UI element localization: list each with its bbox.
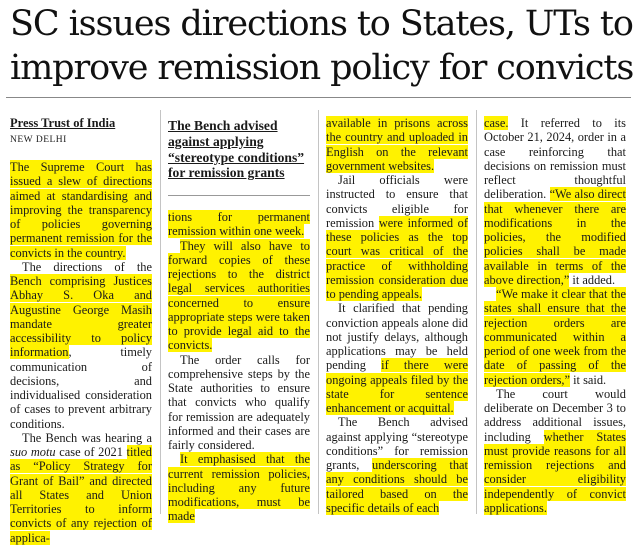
text-segment: The Bench was hearing a bbox=[22, 430, 152, 445]
highlighted-text: They will also have to forward copies of these rejections to the district legal services authorities concerned to ensure appropriate steps were taken to provide legal aid to the convicts. bbox=[168, 238, 310, 353]
pull-quote: The Bench advised against applying “stereotype conditions” for remission grants bbox=[168, 118, 305, 181]
highlighted-text: Bench comprising Justices Abhay S. Oka and Augustine George Masih mandate greater accessibility to policy information bbox=[10, 274, 152, 360]
headline bbox=[10, 2, 634, 90]
paragraph bbox=[484, 116, 626, 287]
text-segment: it said. bbox=[570, 372, 607, 387]
paragraph bbox=[326, 173, 468, 301]
highlighted-text: whether States must provide reasons for all remission rejections and consider eligibility independently of convict applications. bbox=[484, 429, 626, 515]
headline-line-1: SC issues directions to States, UTs to bbox=[10, 4, 633, 44]
highlighted-text: “We also direct that whenever there are modifications in the policies, the modified policies shall be made available in terms of the above direction,” bbox=[484, 187, 626, 287]
text-segment: , timely communication of decisions, and individualised consideration of cases to prevent arbitrary conditions. bbox=[10, 345, 152, 431]
dateline: NEW DELHI bbox=[10, 135, 67, 145]
paragraph bbox=[326, 301, 468, 415]
highlighted-text: underscoring that any conditions should be tailored based on the specific details of each bbox=[326, 458, 468, 515]
paragraph bbox=[168, 210, 310, 239]
text-segment: suo motu bbox=[10, 445, 56, 459]
column-body bbox=[10, 160, 152, 545]
text-segment: The order calls for comprehensive steps by the State authorities to ensure that convicts who qualify for remission are adequately informed and their cases are fairly considered. bbox=[168, 352, 310, 453]
text-segment: case of 2021 bbox=[55, 445, 127, 459]
paragraph bbox=[10, 431, 152, 545]
highlighted-text: tions for permanent remission within one week. bbox=[168, 210, 310, 239]
text-segment: The Bench advised against applying “stereotype conditions” for remission grants, bbox=[326, 415, 468, 472]
paragraph bbox=[326, 116, 468, 173]
text-segment: The court would deliberate on December 3 to address additional issues, including bbox=[484, 386, 626, 444]
highlighted-text: case. bbox=[484, 116, 509, 130]
column-body bbox=[326, 116, 468, 515]
byline-agency: Press Trust of India bbox=[10, 116, 116, 130]
pull-quote-rule bbox=[168, 195, 310, 196]
text-segment: The directions of the bbox=[22, 259, 152, 274]
column-body bbox=[168, 210, 310, 524]
highlighted-text: if there were ongoing appeals filed by the state for sentence enhancement or acquittal. bbox=[326, 358, 468, 415]
column-separator bbox=[476, 110, 477, 514]
column-separator bbox=[160, 110, 161, 514]
highlighted-text: titled as “Policy Strategy for Grant of Bail” and directed all States and Union Territories to inform convicts of any rejection of applica- bbox=[10, 445, 152, 545]
highlighted-text: The Supreme Court has issued a slew of directions aimed at standardising and improving the transparency of policies governing permanent remission for the convicts in the country. bbox=[10, 160, 152, 260]
paragraph bbox=[10, 160, 152, 260]
paragraph bbox=[168, 452, 310, 523]
text-segment: Jail officials were instructed to ensure that convicts eligible for remission bbox=[326, 173, 468, 230]
highlighted-text: It emphasised that the current remission policies, including any future modifications, must be made bbox=[168, 452, 310, 524]
paragraph bbox=[326, 415, 468, 515]
paragraph bbox=[168, 353, 310, 453]
text-segment: it added. bbox=[569, 272, 616, 287]
headline-line-2: improve remission policy for convicts bbox=[10, 48, 634, 88]
article-column-3 bbox=[326, 116, 468, 514]
column-body bbox=[484, 116, 626, 515]
highlighted-text: were informed of these policies as the top court was critical of the practice of withholding remission consideration due to pending appeals. bbox=[326, 215, 469, 301]
text-segment: It clarified that pending conviction appeals alone did not justify delays, although applications may be held pending bbox=[326, 301, 468, 373]
article-column-4 bbox=[484, 116, 626, 514]
highlighted-text: “We make it clear that the states shall ensure that the rejection orders are communicated within a period of one week from the date of passing of the rejection orders,” bbox=[484, 287, 626, 387]
paragraph bbox=[484, 287, 626, 387]
paragraph bbox=[168, 239, 310, 353]
article-column-1 bbox=[10, 116, 152, 545]
headline-rule bbox=[6, 97, 631, 98]
article-column-2 bbox=[168, 116, 310, 524]
paragraph bbox=[10, 260, 152, 431]
highlighted-text: available in prisons across the country and uploaded in English on the relevant government websites. bbox=[326, 116, 468, 173]
paragraph bbox=[484, 387, 626, 515]
column-separator bbox=[318, 110, 319, 514]
text-segment: It referred to its October 21, 2024, order in a case reinforcing that decisions on remission must reflect thoughtful deliberation. bbox=[484, 116, 626, 202]
